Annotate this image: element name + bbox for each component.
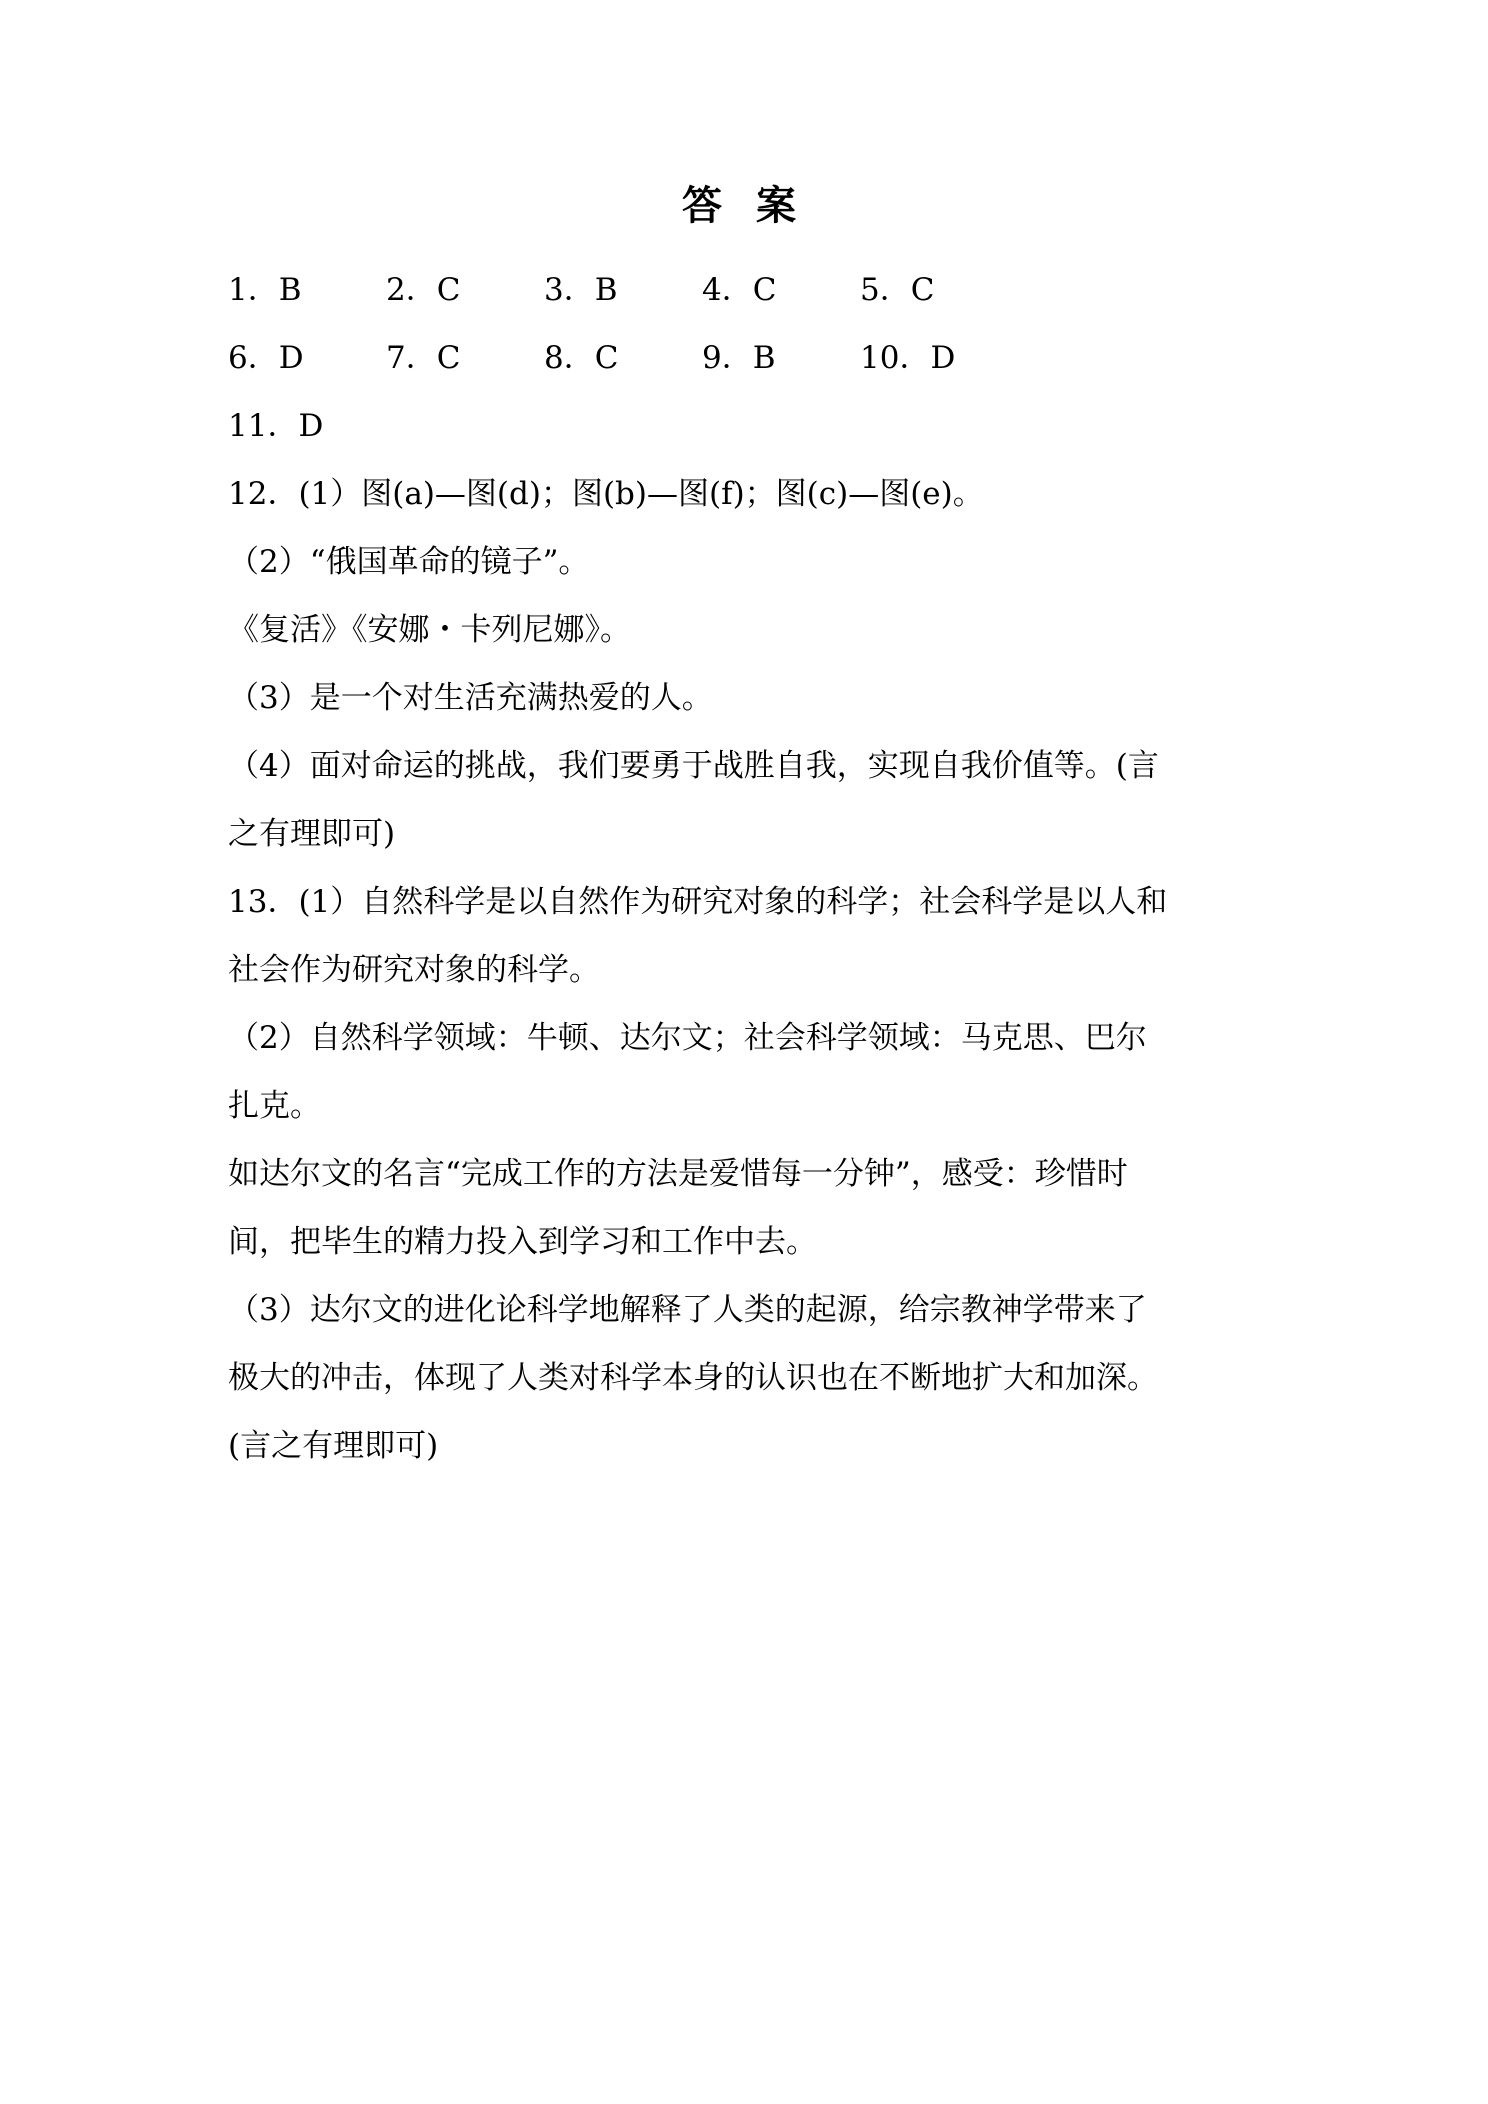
- answer-line: 社会作为研究对象的科学。: [228, 952, 600, 988]
- answer-line: 13．(1）自然科学是以自然作为研究对象的科学；社会科学是以人和: [228, 884, 1168, 920]
- answer-line: 间，把毕生的精力投入到学习和工作中去。: [228, 1224, 817, 1260]
- page-title: 答 案: [682, 183, 806, 229]
- choice-answer: 6．D: [228, 340, 304, 376]
- answer-line: （2）“俄国革命的镜子”。: [228, 544, 590, 580]
- choice-answer: 3．B: [544, 272, 618, 308]
- choice-answer: 11．D: [228, 408, 324, 444]
- answer-line: （4）面对命运的挑战，我们要勇于战胜自我，实现自我价值等。(言: [228, 748, 1159, 784]
- answer-line: 如达尔文的名言“完成工作的方法是爱惜每一分钟”，感受：珍惜时: [228, 1156, 1128, 1192]
- choice-answer: 8．C: [544, 340, 619, 376]
- choice-answer: 10．D: [860, 340, 956, 376]
- choice-answer: 2．C: [386, 272, 461, 308]
- answer-line: （2）自然科学领域：牛顿、达尔文；社会科学领域：马克思、巴尔: [228, 1020, 1147, 1056]
- answer-line: 极大的冲击，体现了人类对科学本身的认识也在不断地扩大和加深。: [228, 1360, 1158, 1396]
- choice-answer: 9．B: [702, 340, 776, 376]
- answer-content: [228, 256, 1268, 1480]
- answer-line: （3）是一个对生活充满热爱的人。: [228, 680, 713, 716]
- choice-answer: 1．B: [228, 272, 302, 308]
- answer-line: 扎克。: [228, 1088, 321, 1124]
- answer-line: 之有理即可): [228, 816, 396, 852]
- choice-row: [228, 324, 1268, 392]
- choice-answer: 7．C: [386, 340, 461, 376]
- choice-row: [228, 256, 1268, 324]
- choice-row: [228, 392, 1268, 460]
- answer-line: (言之有理即可): [228, 1428, 439, 1464]
- answer-line: 《复活》《安娜・卡列尼娜》。: [228, 612, 631, 648]
- answer-line: （3）达尔文的进化论科学地解释了人类的起源，给宗教神学带来了: [228, 1292, 1147, 1328]
- choice-answer: 5．C: [860, 272, 935, 308]
- answer-line: 12．(1）图(a)—图(d)；图(b)—图(f)；图(c)—图(e)。: [228, 476, 984, 512]
- choice-answer: 4．C: [702, 272, 777, 308]
